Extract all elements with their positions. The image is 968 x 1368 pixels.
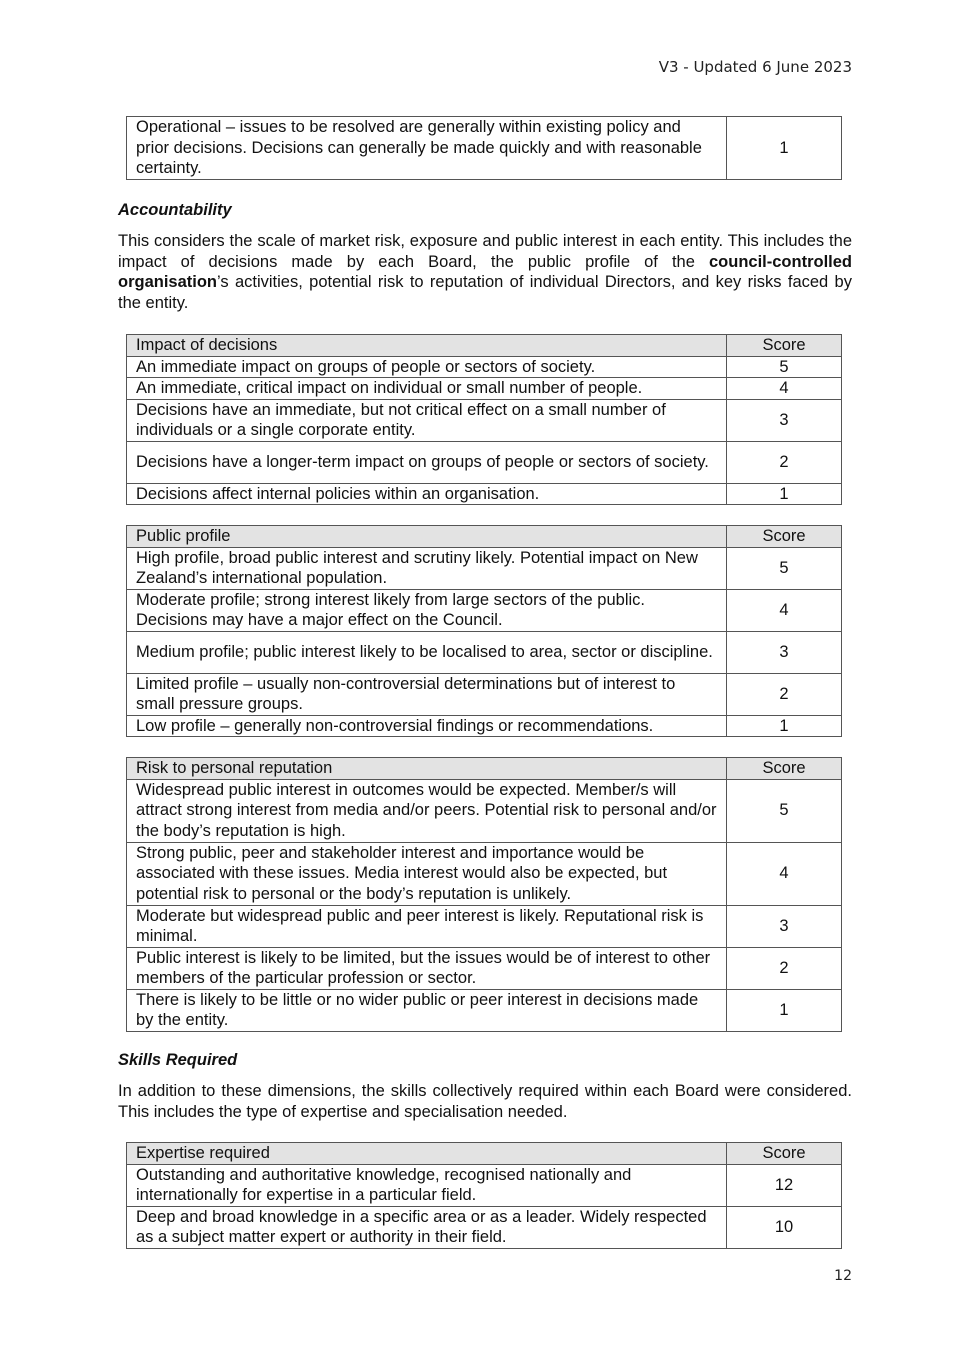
score-header: Score: [727, 526, 842, 548]
skills-paragraph: In addition to these dimensions, the skills collectively required within each Board were considered. This includes the type of expertise and specialisation needed.: [118, 1082, 852, 1121]
column-header: Public profile: [127, 526, 727, 548]
row-description: Outstanding and authoritative knowledge, recognised nationally and internationally for expertise in a particular field.: [127, 1164, 727, 1206]
score-header: Score: [727, 1143, 842, 1165]
row-score: 2: [727, 673, 842, 715]
table-row: [127, 399, 842, 441]
table-row: [127, 483, 842, 505]
row-description: Strong public, peer and stakeholder interest and importance would be associated with these issues. Media interest would also be expected, but potential risk to personal or the body’s reputation is unlikely.: [127, 842, 727, 905]
row-score: 1: [727, 483, 842, 505]
table-row: [127, 673, 842, 715]
accountability-heading: Accountability: [118, 201, 232, 219]
row-description: Decisions affect internal policies within an organisation.: [127, 483, 727, 505]
row-description: Limited profile – usually non-controversial determinations but of interest to small pressure groups.: [127, 673, 727, 715]
row-score: 1: [727, 715, 842, 737]
row-score: 1: [727, 117, 842, 180]
row-score: 4: [727, 842, 842, 905]
table-row: [127, 589, 842, 631]
row-score: 3: [727, 399, 842, 441]
row-description: An immediate impact on groups of people or sectors of society.: [127, 356, 727, 378]
row-description: Medium profile; public interest likely to be localised to area, sector or discipline.: [127, 631, 727, 673]
column-header: Expertise required: [127, 1143, 727, 1165]
row-description: High profile, broad public interest and scrutiny likely. Potential impact on New Zealand’s international population.: [127, 547, 727, 589]
table-row: [127, 441, 842, 483]
table-header-row: [127, 335, 842, 357]
table-row: [127, 631, 842, 673]
row-description: Moderate profile; strong interest likely from large sectors of the public. Decisions may have a major effect on the Council.: [127, 589, 727, 631]
table-row: [127, 715, 842, 737]
table-header-row: [127, 526, 842, 548]
score-header: Score: [727, 335, 842, 357]
table-row: [127, 117, 842, 180]
impact-table: [126, 334, 842, 505]
page-number: 12: [834, 1268, 852, 1284]
row-score: 3: [727, 905, 842, 947]
row-score: 3: [727, 631, 842, 673]
skills-heading: Skills Required: [118, 1051, 238, 1069]
profile-table: [126, 525, 842, 737]
table-row: [127, 779, 842, 842]
row-score: 12: [727, 1164, 842, 1206]
accountability-paragraph: This considers the scale of market risk, exposure and public interest in each entity. This includes the impact of decisions made by each Board, the public profile of the council-controlled organisation’s activities, potential risk to reputation of individual Directors, and key risks faced by the entity.: [118, 232, 852, 312]
row-description: Public interest is likely to be limited, but the issues would be of interest to other members of the particular profession or sector.: [127, 947, 727, 989]
risk-table: [126, 757, 842, 1032]
row-description: Decisions have a longer-term impact on groups of people or sectors of society.: [127, 441, 727, 483]
row-score: 1: [727, 989, 842, 1031]
row-score: 5: [727, 779, 842, 842]
row-description: There is likely to be little or no wider public or peer interest in decisions made by the entity.: [127, 989, 727, 1031]
expertise-table: [126, 1142, 842, 1249]
row-score: 10: [727, 1206, 842, 1248]
row-description: Low profile – generally non-controversial findings or recommendations.: [127, 715, 727, 737]
row-score: 4: [727, 378, 842, 400]
table-row: [127, 905, 842, 947]
table-row: [127, 842, 842, 905]
row-description: An immediate, critical impact on individual or small number of people.: [127, 378, 727, 400]
table-row: [127, 356, 842, 378]
row-description: Operational – issues to be resolved are generally within existing policy and prior decisions. Decisions can generally be made quickly and with reasonable certainty.: [127, 117, 727, 180]
table-row: [127, 1164, 842, 1206]
row-score: 5: [727, 547, 842, 589]
score-header: Score: [727, 758, 842, 780]
top-table: [126, 116, 842, 180]
row-score: 5: [727, 356, 842, 378]
table-row: [127, 378, 842, 400]
row-score: 2: [727, 947, 842, 989]
table-header-row: [127, 1143, 842, 1165]
row-description: Deep and broad knowledge in a specific area or as a leader. Widely respected as a subject matter expert or authority in their field.: [127, 1206, 727, 1248]
row-description: Moderate but widespread public and peer interest is likely. Reputational risk is minimal.: [127, 905, 727, 947]
column-header: Risk to personal reputation: [127, 758, 727, 780]
table-row: [127, 947, 842, 989]
row-description: Decisions have an immediate, but not critical effect on a small number of individuals or a single corporate entity.: [127, 399, 727, 441]
row-description: Widespread public interest in outcomes would be expected. Member/s will attract strong interest from media and/or peers. Potential risk to personal and/or the body’s reputation is high.: [127, 779, 727, 842]
table-row: [127, 1206, 842, 1248]
row-score: 4: [727, 589, 842, 631]
version-label: V3 - Updated 6 June 2023: [658, 58, 852, 76]
table-row: [127, 989, 842, 1031]
row-score: 2: [727, 441, 842, 483]
table-header-row: [127, 758, 842, 780]
table-row: [127, 547, 842, 589]
column-header: Impact of decisions: [127, 335, 727, 357]
